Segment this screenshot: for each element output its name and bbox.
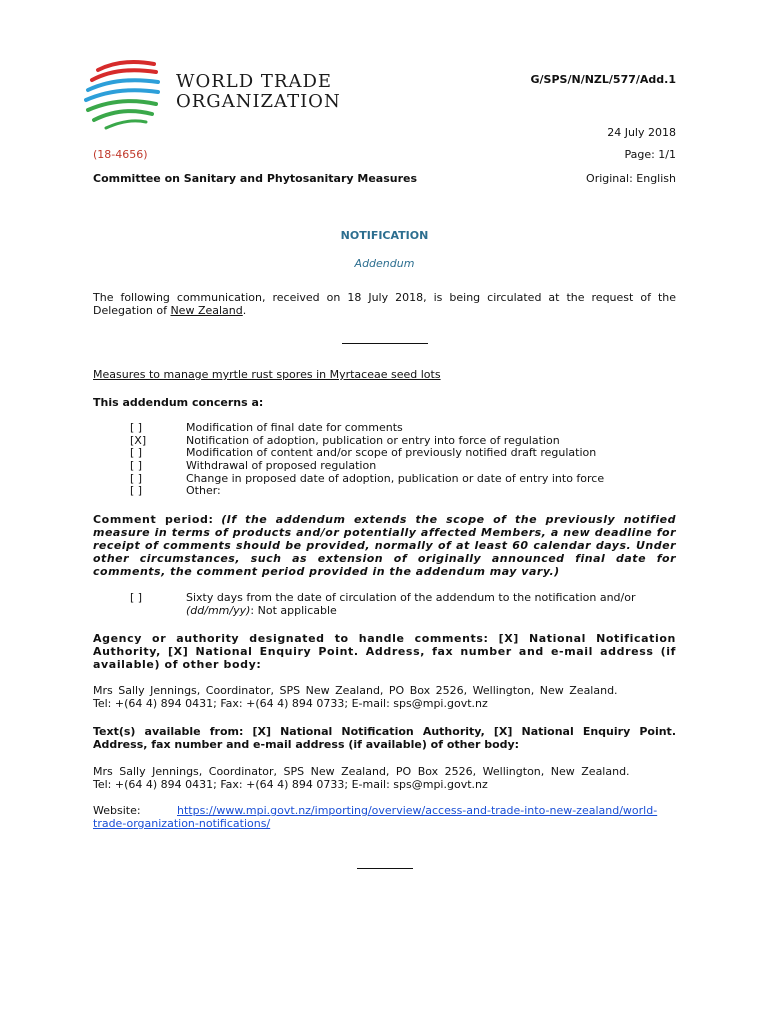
checkbox-marker: [ ] — [130, 591, 143, 604]
agency-address-line2: Tel: +(64 4) 894 0431; Fax: +(64 4) 894 0733; E-mail: sps@mpi.govt.nz — [93, 697, 488, 710]
list-item-text: Modification of content and/or scope of previously notified draft regulation — [186, 446, 597, 460]
agency-address-line1: Mrs Sally Jennings, Coordinator, SPS New Zealand, PO Box 2526, Wellington, New Zealand. — [93, 684, 618, 697]
logo-line-2: ORGANIZATION — [176, 91, 341, 112]
website-link[interactable]: https://www.mpi.govt.nz/importing/overview/access-and-trade-into-new-zealand/world- — [177, 804, 658, 817]
option-text-main: Sixty days from the date of circulation of the addendum to the notification and/or — [186, 591, 636, 604]
separator-line — [342, 343, 428, 344]
concerns-list — [130, 422, 676, 498]
intro-paragraph — [93, 291, 676, 317]
website-label: Website: — [93, 804, 141, 817]
document-date: 24 July 2018 — [607, 126, 676, 139]
wto-logo — [84, 56, 344, 134]
end-separator — [357, 868, 413, 869]
comment-period-text: (If the addendum extends the scope of the previously notified measure in terms of products and/or potentially affected Members, a new deadline for receipt of comments should be provided, normally of at least 60 calendar days. Under other circumstances, such as extension of originally announced final date for comments, the comment period provided in the addendum may vary.) — [93, 513, 677, 578]
notification-heading: NOTIFICATION — [340, 229, 429, 242]
checkbox-marker: [ ] — [130, 446, 143, 460]
list-item-text: Notification of adoption, publication or entry into force of regulation — [186, 433, 560, 447]
logo-line-1: WORLD TRADE — [176, 71, 333, 92]
document-number: (18-4656) — [93, 148, 148, 161]
wto-logo-text — [176, 72, 341, 112]
checkbox-marker: [X] — [130, 433, 147, 447]
texts-label: Text(s) available from: [X] National Notification Authority, [X] National Enquiry Point. Address, fax number and e-mail address (if available) of other body: — [93, 725, 676, 751]
comment-period-label: Comment period: — [93, 513, 214, 526]
docnum-row — [93, 148, 676, 161]
committee-name: Committee on Sanitary and Phytosanitary Measures — [93, 172, 418, 185]
option-value: : Not applicable — [250, 603, 337, 617]
list-item — [130, 422, 676, 435]
list-item-text: Other: — [186, 484, 221, 498]
checkbox-marker: [ ] — [130, 459, 143, 473]
comment-period-option — [130, 592, 676, 617]
original-language: Original: English — [586, 172, 676, 185]
texts-address-line2: Tel: +(64 4) 894 0431; Fax: +(64 4) 894 0733; E-mail: sps@mpi.govt.nz — [93, 778, 488, 791]
member-name: New Zealand — [170, 304, 243, 317]
intro-end: . — [242, 304, 247, 317]
list-item — [130, 485, 676, 498]
measure-title: Measures to manage myrtle rust spores in Myrtaceae seed lots — [93, 368, 441, 381]
intro-text: The following communication, received on 18 July 2018, is being circulated at the request of the Delegation of — [93, 291, 676, 317]
page-indicator: Page: 1/1 — [624, 148, 676, 161]
wto-logo-mark — [84, 56, 168, 134]
concerns-label: This addendum concerns a: — [93, 396, 264, 409]
website-link-continued[interactable]: trade-organization-notifications/ — [93, 817, 271, 830]
option-date-format: (dd/mm/yy) — [186, 603, 251, 617]
checkbox-marker: [ ] — [130, 421, 143, 434]
committee-row — [93, 172, 676, 185]
website-line-2 — [93, 817, 676, 830]
document-symbol: G/SPS/N/NZL/577/Add.1 — [530, 73, 676, 86]
list-item-text: Withdrawal of proposed regulation — [186, 459, 377, 473]
option-text — [186, 592, 676, 617]
list-item — [130, 460, 676, 473]
list-item — [130, 592, 676, 617]
comment-period-paragraph — [93, 513, 676, 578]
checkbox-marker: [ ] — [130, 471, 143, 485]
list-item-text: Change in proposed date of adoption, publication or date of entry into force — [186, 471, 605, 485]
list-item-text: Modification of final date for comments — [186, 421, 403, 434]
addendum-subheading: Addendum — [354, 257, 415, 270]
website-line — [93, 804, 676, 817]
checkbox-marker: [ ] — [130, 484, 143, 498]
texts-address-line1: Mrs Sally Jennings, Coordinator, SPS New Zealand, PO Box 2526, Wellington, New Zealand. — [93, 765, 630, 778]
agency-label: Agency or authority designated to handle comments: [X] National Notification Authority, [X] National Enquiry Point. Address, fax number and e-mail address (if available) of other body: — [93, 632, 676, 671]
